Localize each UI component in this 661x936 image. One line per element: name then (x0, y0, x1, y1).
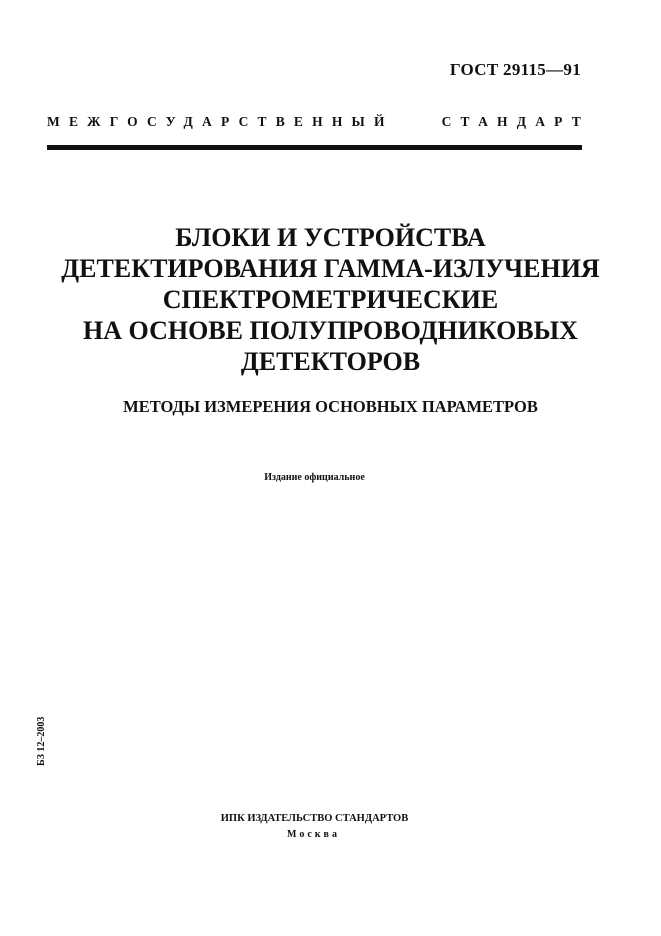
interstate-standard-heading (47, 114, 590, 130)
side-code: БЗ 12–2003 (36, 716, 47, 766)
standard-word: СТАНДАРТ (441, 114, 590, 129)
title-line: НА ОСНОВЕ ПОЛУПРОВОДНИКОВЫХ (83, 316, 578, 345)
publisher-city: Москва (287, 829, 340, 840)
title-line: ДЕТЕКТОРОВ (240, 347, 421, 376)
edition-note: Издание официальное (264, 472, 365, 483)
title-line: СПЕКТРОМЕТРИЧЕСКИЕ (162, 285, 499, 314)
document-title (0, 222, 661, 377)
publisher: ИПК ИЗДАТЕЛЬСТВО СТАНДАРТОВ (220, 813, 409, 824)
header-rule (47, 145, 582, 150)
gost-number: ГОСТ 29115—91 (449, 60, 581, 79)
title-line: ДЕТЕКТИРОВАНИЯ ГАММА-ИЗЛУЧЕНИЯ (61, 254, 600, 283)
interstate-word: МЕЖГОСУДАРСТВЕННЫЙ (47, 114, 394, 129)
document-subtitle: МЕТОДЫ ИЗМЕРЕНИЯ ОСНОВНЫХ ПАРАМЕТРОВ (123, 397, 538, 416)
title-line: БЛОКИ И УСТРОЙСТВА (175, 223, 486, 252)
